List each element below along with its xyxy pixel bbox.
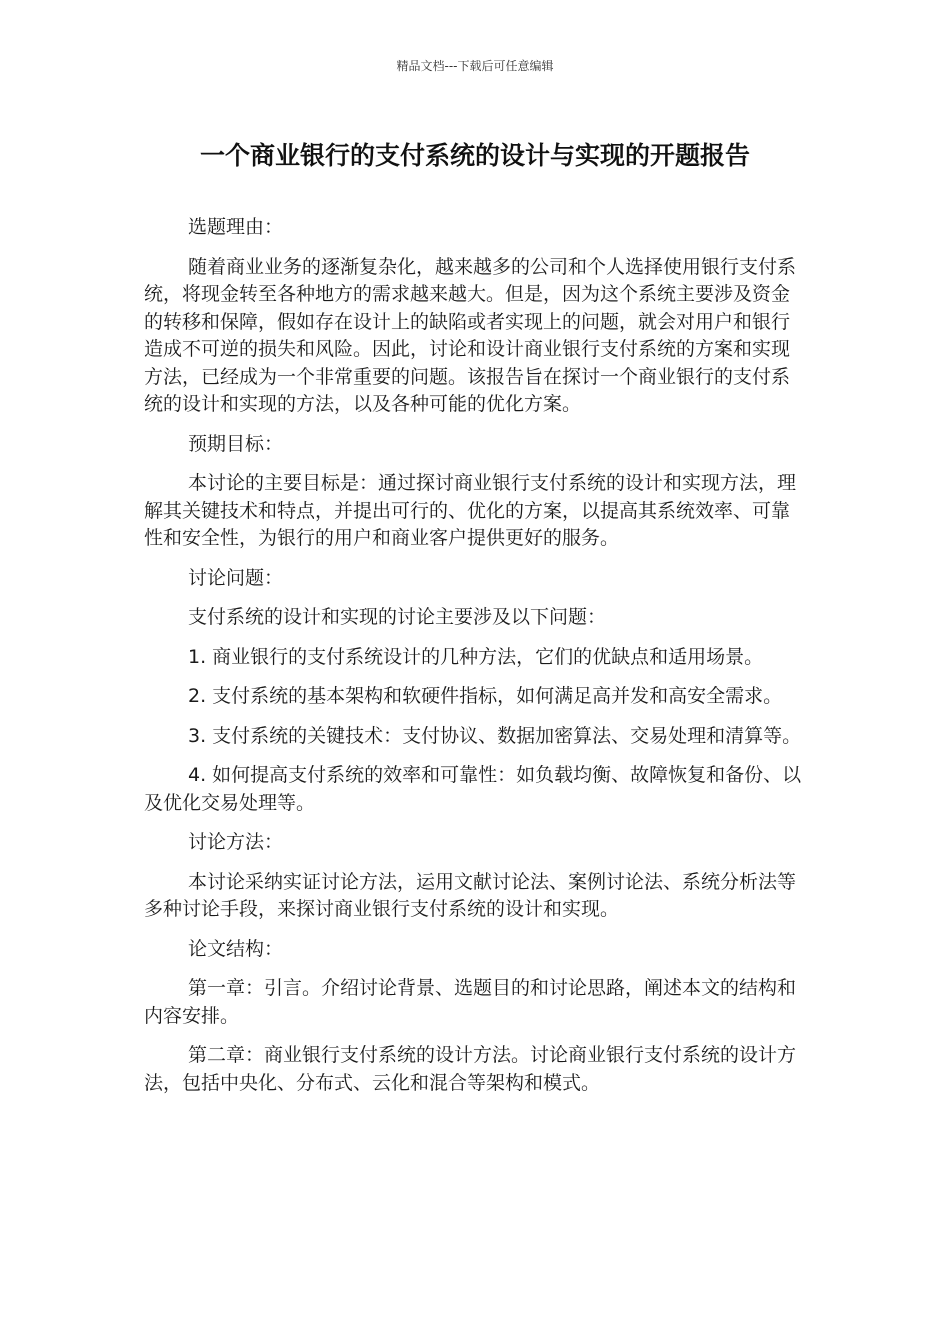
paragraph-rationale: 随着商业业务的逐渐复杂化，越来越多的公司和个人选择使用银行支付系统，将现金转至各种地方的需求越来越大。但是，因为这个系统主要涉及资金的转移和保障，假如存在设计上的缺陷或者实现上的问题，就会对用户和银行造成不可逆的损失和风险。因此，讨论和设计商业银行支付系统的方案和实现方法，已经成为一个非常重要的问题。该报告旨在探讨一个商业银行的支付系统的设计和实现的方法，以及各种可能的优化方案。 [144, 255, 797, 415]
list-item-question-1: 1. 商业银行的支付系统设计的几种方法，它们的优缺点和适用场景。 [188, 645, 764, 668]
document-body [144, 214, 808, 1109]
paragraph-questions-intro: 支付系统的设计和实现的讨论主要涉及以下问题： [188, 606, 607, 628]
paragraph-goals: 本讨论的主要目标是：通过探讨商业银行支付系统的设计和实现方法，理解其关键技术和特点，并提出可行的、优化的方案，以提高其系统效率、可靠性和安全性，为银行的用户和商业客户提供更好的服务。 [144, 472, 797, 549]
paragraph-chapter-2: 第二章：商业银行支付系统的设计方法。讨论商业银行支付系统的设计方法，包括中央化、分布式、云化和混合等架构和模式。 [144, 1044, 797, 1094]
list-item-question-4: 4. 如何提高支付系统的效率和可靠性：如负载均衡、故障恢复和备份、以及优化交易处理等。 [144, 764, 802, 814]
section-heading-goals: 预期目标： [188, 432, 284, 455]
section-heading-questions: 讨论问题： [188, 566, 284, 589]
section-heading-structure: 论文结构： [188, 937, 284, 960]
paragraph-chapter-1: 第一章：引言。介绍讨论背景、选题目的和讨论思路，阐述本文的结构和内容安排。 [144, 977, 797, 1027]
list-item-question-3: 3. 支付系统的关键技术：支付协议、数据加密算法、交易处理和清算等。 [188, 724, 802, 747]
page-header-note: 精品文档---下载后可任意编辑 [396, 59, 554, 73]
document-title: 一个商业银行的支付系统的设计与实现的开题报告 [199, 141, 750, 170]
section-heading-methods: 讨论方法： [188, 831, 284, 853]
section-heading-rationale: 选题理由： [188, 216, 284, 238]
paragraph-methods: 本讨论采纳实证讨论方法，运用文献讨论法、案例讨论法、系统分析法等多种讨论手段，来探讨商业银行支付系统的设计和实现。 [144, 870, 797, 920]
list-item-question-2: 2. 支付系统的基本架构和软硬件指标，如何满足高并发和高安全需求。 [188, 685, 783, 707]
